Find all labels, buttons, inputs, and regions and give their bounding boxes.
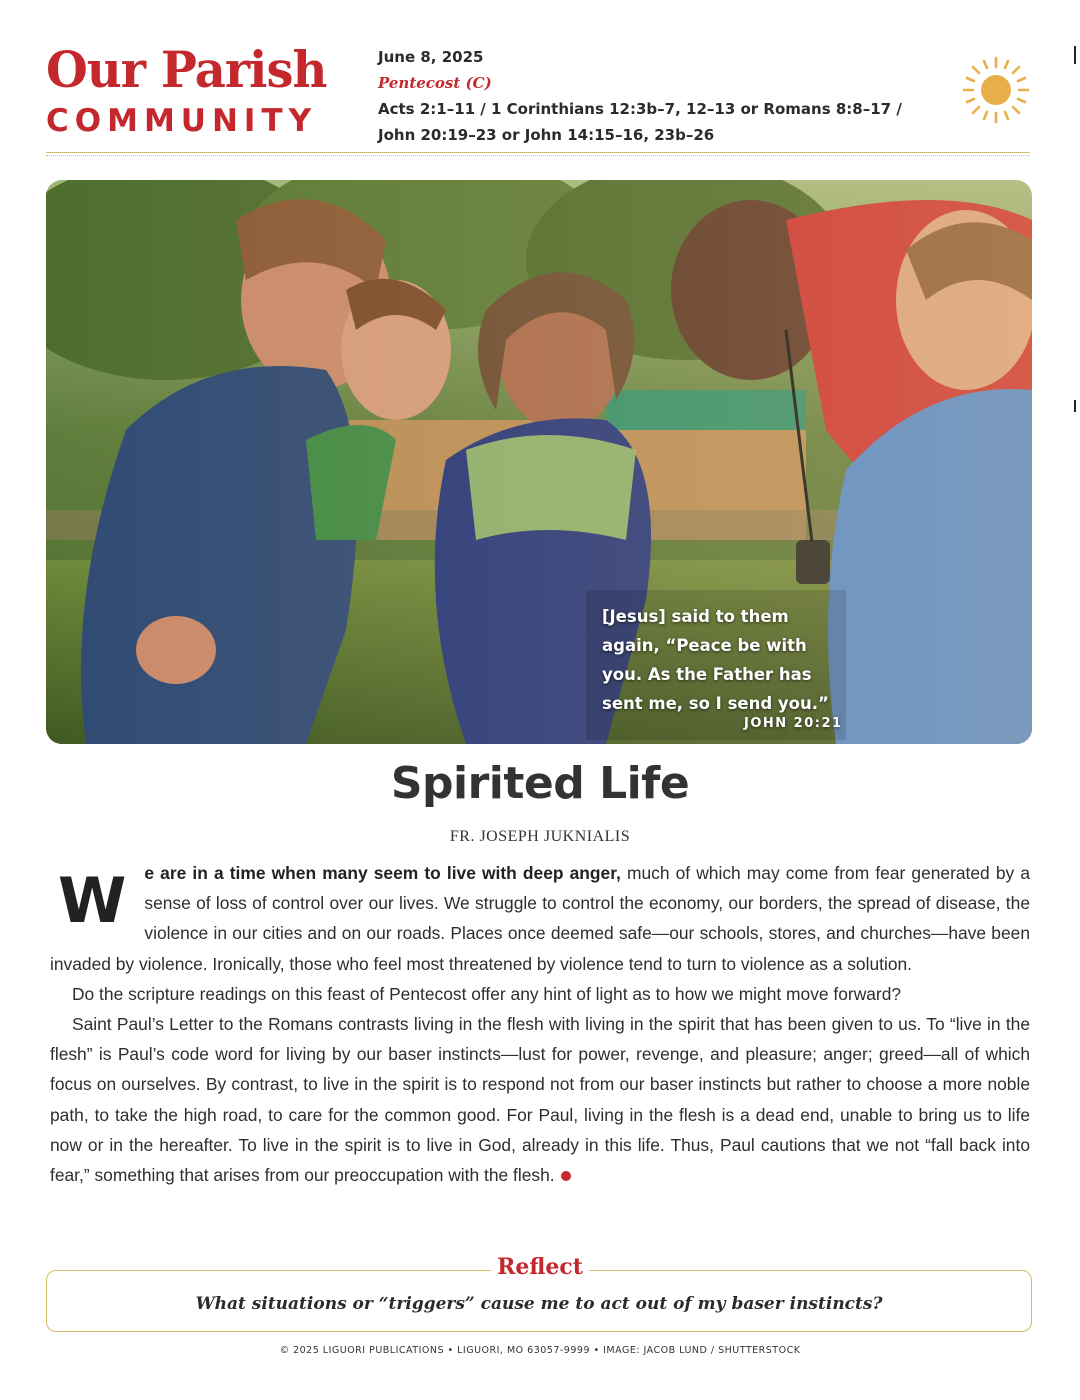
cover-photo (46, 180, 1032, 744)
article-author: FR. JOSEPH JUKNIALIS (449, 828, 631, 845)
footer-credits: © 2025 LIGUORI PUBLICATIONS • LIGUORI, MO 63057-9999 • IMAGE: JACOB LUND / SHUTTERSTOCK (279, 1345, 801, 1356)
scripture-quote: [Jesus] said to them again, “Peace be with you. As the Father has sent me, so I send you.” (602, 607, 829, 713)
lead-in: e are in a time when many seem to live with deep anger, (144, 863, 621, 883)
issue-info (378, 44, 938, 148)
scan-edge-mark (1074, 46, 1076, 64)
photo-illustration (46, 180, 1032, 744)
paragraph-1 (50, 858, 1030, 979)
readings-line-2: John 20:19–23 or John 14:15–16, 23b–26 (378, 126, 715, 144)
sun-icon (960, 54, 1032, 126)
issue-date: June 8, 2025 (378, 48, 484, 66)
masthead-subtitle: COMMUNITY (46, 103, 318, 139)
end-mark-icon (561, 1171, 571, 1181)
feast-name: Pentecost (C) (378, 74, 492, 92)
paragraph-2: Do the scripture readings on this feast of Pentecost offer any hint of light as to how we might move forward? (72, 983, 902, 1004)
article-title: Spirited Life (390, 758, 690, 809)
header-divider (46, 152, 1030, 156)
paragraph-3 (50, 1009, 1030, 1190)
reflect-label: Reflect (491, 1254, 589, 1280)
readings-line-1: Acts 2:1–11 / 1 Corinthians 12:3b–7, 12–13 or Romans 8:8–17 / (378, 100, 902, 118)
article-body (50, 858, 1030, 1190)
masthead-title: Our Parish (46, 40, 327, 99)
scripture-reference: JOHN 20:21 (744, 716, 843, 731)
reflect-heading (0, 1254, 1080, 1280)
paragraph-3-text: Saint Paul’s Letter to the Romans contrasts living in the flesh with living in the spirit that has been given to us. To “live in the flesh” is Paul’s code word for living by our baser instincts—lust for power, revenge, and pleasure; anger; greed—all of which focus on ourselves. By contrast, to live in the spirit is to respond not from our baser instincts but rather to choose a more noble path, to take the high road, to care for the common good. For Paul, living in the flesh is a dead end, unable to bring us to life now or in the hereafter. To live in the spirit is to live in God, already in this life. Thus, Paul cautions that we not “fall back into fear,” something that arises from our preoccupation with the flesh. (50, 1014, 1030, 1186)
scan-edge-mark (1074, 400, 1076, 412)
drop-cap: W (58, 864, 127, 937)
reflect-question: What situations or “triggers” cause me to act out of my baser instincts? (195, 1294, 883, 1314)
paragraph-1-text: much of which may come from fear generated by a sense of loss of control over our lives. We struggle to control the economy, our borders, the spread of disease, the violence in our cities and on our roads. Places once deemed safe—our schools, stores, and churches—have been invaded by violence. Ironically, those who feel most threatened by violence tend to turn to violence as a solution. (50, 863, 1030, 974)
masthead-logo (46, 42, 356, 152)
